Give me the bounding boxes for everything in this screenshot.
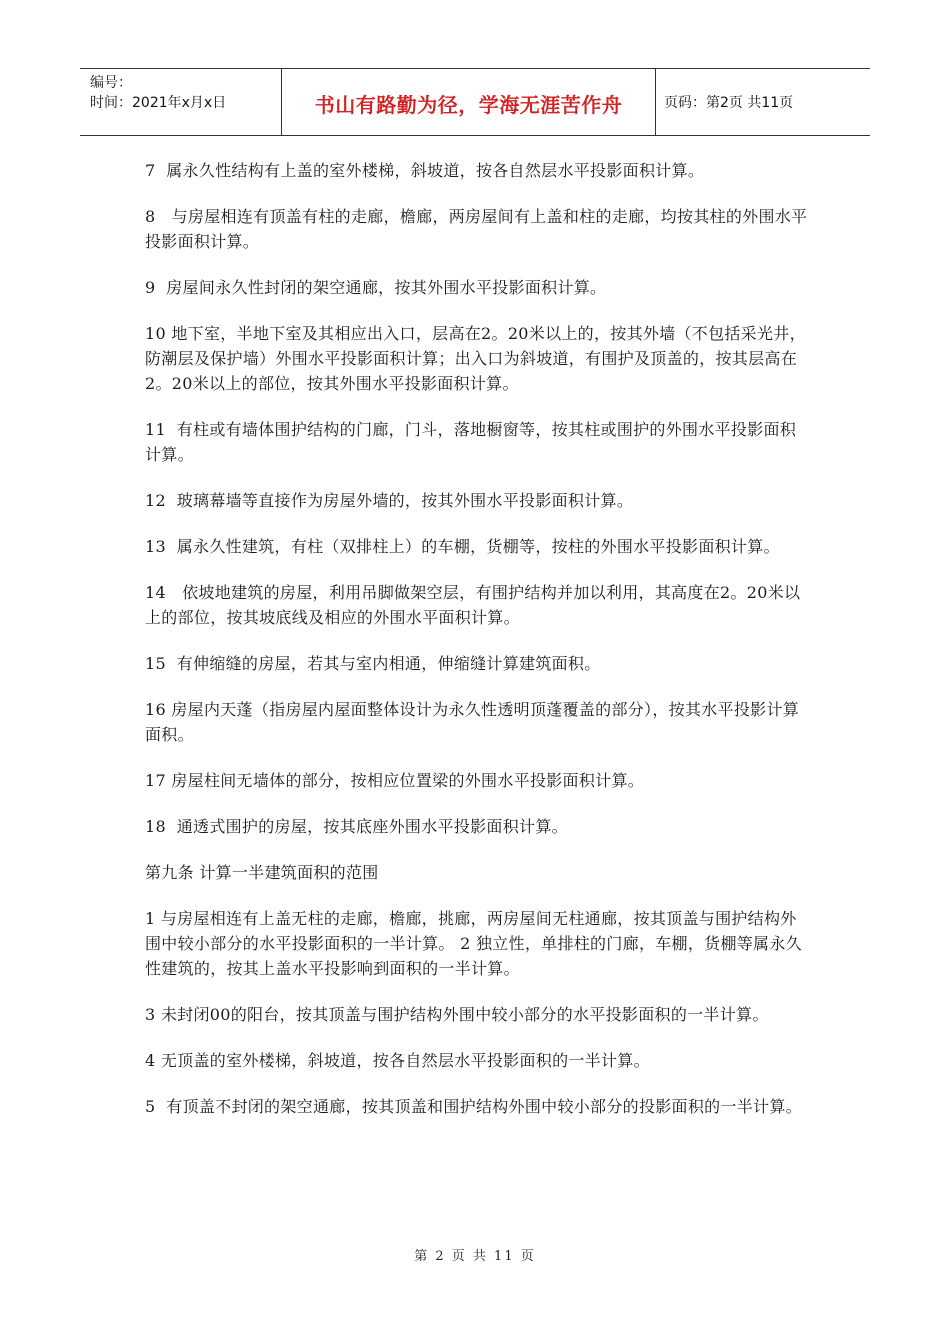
section-heading: 第九条 计算一半建筑面积的范围 [145, 863, 379, 882]
paragraph: 10 地下室，半地下室及其相应出入口，层高在2。20米以上的，按其外墙（不包括采光井，防潮层及保护墙）外围水平投影面积计算；出入口为斜坡道，有围护及顶盖的，按其层高在2。20米以上的部位，按其外围水平投影面积计算。 [145, 324, 806, 393]
paragraph: 1 与房屋相连有上盖无柱的走廊，檐廊，挑廊，两房屋间无柱通廊，按其顶盖与围护结构外围中较小部分的水平投影面积的一半计算。 2 独立性，单排柱的门廊，车棚，货棚等属永久性建筑的，按其上盖水平投影响到面积的一半计算。 [145, 909, 802, 978]
paragraph: 4 无顶盖的室外楼梯，斜坡道，按各自然层水平投影面积的一半计算。 [145, 1051, 650, 1070]
time-label: 时间：2021年x月x日 [90, 95, 227, 111]
paragraph: 8 与房屋相连有顶盖有柱的走廊，檐廊，两房屋间有上盖和柱的走廊，均按其柱的外围水平投影面积计算。 [145, 207, 808, 251]
header-motto: 书山有路勤为径，学海无涯苦作舟 [282, 69, 656, 135]
paragraph: 11 有柱或有墙体围护结构的门廊，门斗，落地橱窗等，按其柱或围护的外围水平投影面积计算。 [145, 420, 797, 464]
paragraph: 12 玻璃幕墙等直接作为房屋外墙的，按其外围水平投影面积计算。 [145, 491, 634, 510]
page-footer: 第 2 页 共 11 页 [414, 1249, 536, 1264]
header-meta [80, 69, 282, 135]
paragraph: 18 通透式围护的房屋，按其底座外围水平投影面积计算。 [145, 817, 568, 836]
paragraph: 14 依坡地建筑的房屋，利用吊脚做架空层，有围护结构并加以利用，其高度在2。20米以上的部位，按其坡底线及相应的外围水平面积计算。 [145, 583, 801, 627]
code-label: 编号： [90, 75, 132, 91]
header-page-info: 页码：第2页 共11页 [664, 95, 794, 111]
paragraph: 3 未封闭00的阳台，按其顶盖与围护结构外围中较小部分的水平投影面积的一半计算。 [145, 1005, 769, 1024]
paragraph: 7 属永久性结构有上盖的室外楼梯，斜坡道，按各自然层水平投影面积计算。 [145, 161, 705, 180]
paragraph: 17 房屋柱间无墙体的部分，按相应位置梁的外围水平投影面积计算。 [145, 771, 645, 790]
paragraph: 9 房屋间永久性封闭的架空通廊，按其外围水平投影面积计算。 [145, 278, 607, 297]
document-body [145, 158, 810, 1140]
page-header [80, 68, 870, 136]
paragraph: 16 房屋内天蓬（指房屋内屋面整体设计为永久性透明顶蓬覆盖的部分），按其水平投影计算面积。 [145, 700, 800, 744]
paragraph: 13 属永久性建筑，有柱（双排柱上）的车棚，货棚等，按柱的外围水平投影面积计算。 [145, 537, 780, 556]
paragraph: 5 有顶盖不封闭的架空通廊，按其顶盖和围护结构外围中较小部分的投影面积的一半计算。 [145, 1097, 802, 1116]
paragraph: 15 有伸缩缝的房屋，若其与室内相通，伸缩缝计算建筑面积。 [145, 654, 601, 673]
